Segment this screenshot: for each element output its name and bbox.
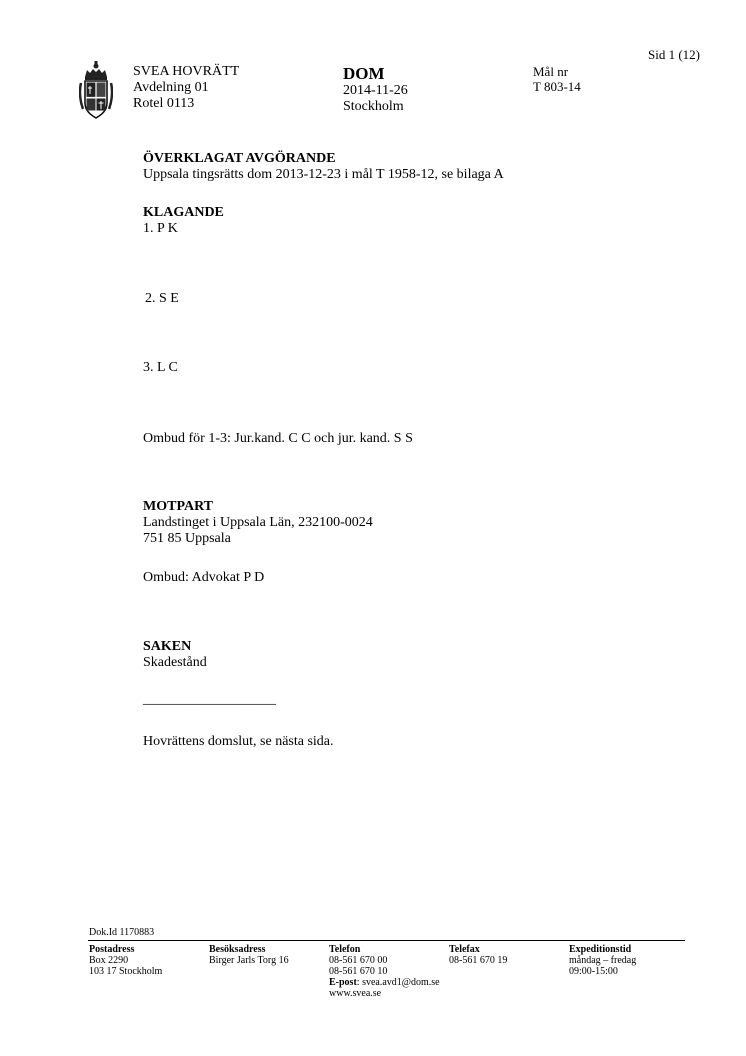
- appellant-3: 3. L C: [143, 360, 178, 375]
- closing-separator: ___________________: [143, 692, 276, 707]
- appealed-heading: ÖVERKLAGAT AVGÖRANDE: [143, 151, 336, 166]
- document-type: DOM: [343, 64, 385, 83]
- appellants-counsel: Ombud för 1-3: Jur.kand. C C och jur. kand. S S: [143, 431, 413, 446]
- footer-website: www.svea.se: [329, 988, 382, 999]
- footer-visiting-heading: Besöksadress: [209, 944, 266, 955]
- respondent-address: 751 85 Uppsala: [143, 531, 231, 546]
- footer-hours-heading: Expeditionstid: [569, 944, 632, 955]
- case-label: Mål nr: [533, 64, 569, 79]
- footer-email-label: E-post: [329, 977, 357, 988]
- document-date: 2014-11-26: [343, 83, 408, 98]
- document-block: [343, 65, 408, 115]
- appellant-1: 1. P K: [143, 221, 178, 236]
- case-block: [533, 64, 581, 94]
- appellants-heading: KLAGANDE: [143, 205, 224, 220]
- appealed-section: [143, 151, 504, 183]
- matter-heading: SAKEN: [143, 639, 192, 654]
- footer-hours: [569, 944, 636, 977]
- crest-icon: [79, 61, 113, 119]
- footer-postal-line-1: Box 2290: [89, 955, 129, 966]
- footer-hours-line-1: måndag – fredag: [569, 955, 637, 966]
- footer-visiting-line-1: Birger Jarls Torg 16: [209, 955, 289, 966]
- footer-phone-heading: Telefon: [329, 944, 361, 955]
- court-name: SVEA HOVRÄTT: [133, 64, 240, 79]
- footer-divider: [88, 940, 685, 941]
- footer-phone-line-1: 08-561 670 00: [329, 955, 388, 966]
- respondent-name: Landstinget i Uppsala Län, 232100-0024: [143, 515, 373, 530]
- footer-fax-line-1: 08-561 670 19: [449, 955, 508, 966]
- matter-section: [143, 639, 207, 671]
- footer-email-value: : svea.avd1@dom.se: [356, 977, 440, 988]
- footer-phone: [329, 944, 440, 999]
- case-number: T 803-14: [533, 79, 581, 94]
- appellant-2: 2. S E: [145, 291, 179, 306]
- document-place: Stockholm: [343, 99, 404, 114]
- footer-hours-line-2: 09:00-15:00: [569, 966, 618, 977]
- footer-fax: [449, 944, 507, 966]
- respondent-heading: MOTPART: [143, 499, 214, 514]
- footer-email: [329, 977, 440, 988]
- court-division: Avdelning 01: [133, 80, 209, 95]
- document-id: Dok.Id 1170883: [89, 927, 155, 938]
- appellants-section: [143, 205, 224, 237]
- footer-phone-line-2: 08-561 670 10: [329, 966, 388, 977]
- closing-text: Hovrättens domslut, se nästa sida.: [143, 734, 334, 749]
- court-rotel: Rotel 0113: [133, 96, 195, 111]
- footer-postal: [89, 944, 162, 977]
- footer-postal-heading: Postadress: [89, 944, 135, 955]
- respondent-counsel: Ombud: Advokat P D: [143, 570, 265, 585]
- court-block: [133, 64, 239, 112]
- page-number: Sid 1 (12): [648, 47, 700, 62]
- matter-text: Skadestånd: [143, 655, 207, 670]
- footer-fax-heading: Telefax: [449, 944, 480, 955]
- footer-postal-line-2: 103 17 Stockholm: [89, 966, 163, 977]
- footer-visiting: [209, 944, 289, 966]
- appealed-text: Uppsala tingsrätts dom 2013-12-23 i mål T 1958-12, se bilaga A: [143, 167, 504, 182]
- respondent-section: [143, 499, 373, 547]
